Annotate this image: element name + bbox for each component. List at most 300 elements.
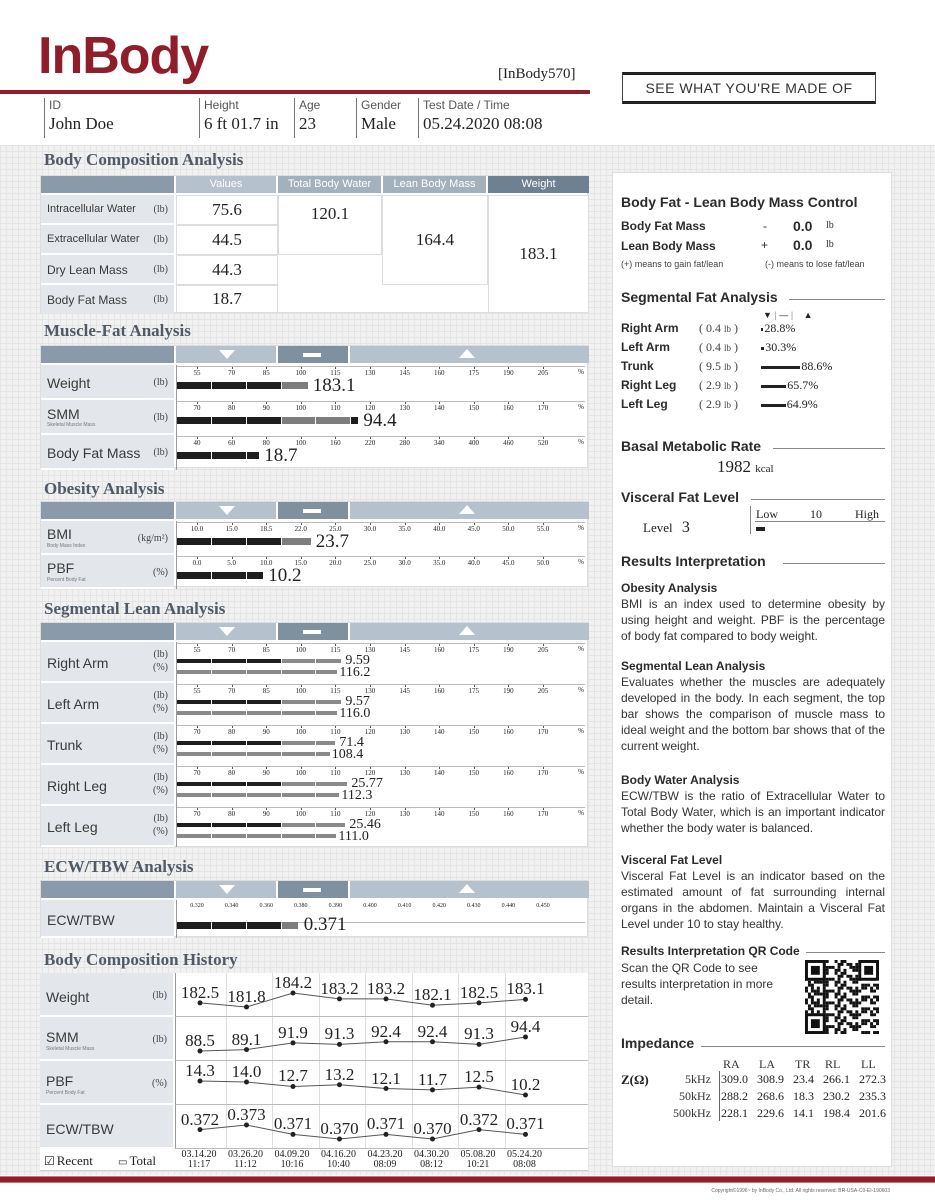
- total-label: Total: [129, 1153, 156, 1168]
- normal-icon: [303, 509, 321, 513]
- qr-module: [861, 998, 864, 1001]
- qr-module: [826, 1004, 829, 1007]
- bar-area: [176, 724, 589, 765]
- bar-segment: [247, 700, 281, 704]
- history-value: 91.9: [278, 1022, 308, 1042]
- impedance-column-header: RA: [723, 1057, 740, 1071]
- tick-label: 80: [228, 769, 236, 777]
- axis-line: [177, 401, 585, 402]
- tick-label: 120: [364, 728, 376, 736]
- qr-module: [852, 978, 855, 981]
- qr-module: [870, 987, 873, 990]
- qr-module: [832, 966, 835, 969]
- percent-sign: %: [578, 727, 584, 735]
- bar-segment: [212, 670, 246, 674]
- qr-module: [808, 993, 811, 996]
- time: 08:08: [513, 1159, 536, 1170]
- qr-module: [814, 1001, 817, 1004]
- tick-label: 15.0: [294, 559, 307, 567]
- axis-line: [177, 766, 585, 767]
- bar-segment: [282, 659, 316, 663]
- row-label-left-leg: [41, 806, 174, 847]
- impedance-value: 198.4: [823, 1106, 850, 1120]
- recent-checkbox[interactable]: [44, 1153, 93, 1169]
- qr-module: [838, 1025, 841, 1028]
- qr-module: [823, 1001, 826, 1004]
- section-title-body-composition: Body Composition Analysis: [44, 150, 244, 169]
- qr-module: [811, 1019, 820, 1028]
- percent-sign: %: [578, 768, 584, 776]
- tick-label: 25.0: [363, 559, 377, 567]
- history-date: [368, 1150, 403, 1170]
- qr-module: [829, 1025, 832, 1028]
- qr-module: [843, 1016, 846, 1019]
- tick-label: 70: [193, 810, 201, 818]
- tick-label: 130: [364, 369, 376, 377]
- qr-module: [823, 998, 826, 1001]
- field-label: Age: [299, 98, 321, 112]
- impedance-value: 272.3: [859, 1072, 886, 1086]
- qr-module: [808, 996, 811, 999]
- qr-module: [826, 1001, 829, 1004]
- percent-value: 116.2: [339, 665, 371, 680]
- tick-row: [177, 903, 590, 913]
- bar-area: [176, 806, 589, 847]
- qr-module: [829, 1001, 832, 1004]
- tick-label: 80: [228, 404, 236, 412]
- divider: |: [774, 310, 777, 320]
- control-note-minus: (-) means to lose fat/lean: [765, 259, 865, 269]
- right-panel: [612, 172, 892, 1167]
- segment-fat-bar: [761, 404, 786, 407]
- range-header: [41, 881, 589, 898]
- tick-label: 205: [537, 369, 549, 377]
- row-name: Body Fat Mass: [47, 293, 128, 307]
- qr-module: [855, 969, 858, 972]
- qr-module: [864, 1010, 867, 1013]
- tick-label: 145: [399, 369, 410, 377]
- row-unit: (lb): [153, 234, 168, 245]
- tick-label: 0.430: [467, 903, 481, 909]
- qr-module: [826, 960, 829, 963]
- tick-label: 110: [330, 769, 341, 777]
- visceral-level-label: Level: [643, 520, 673, 535]
- qr-module: [829, 990, 832, 993]
- percent-sign: %: [578, 686, 584, 694]
- paren-close: ): [731, 378, 739, 392]
- qr-module: [817, 998, 820, 1001]
- qr-module: [849, 1001, 852, 1004]
- row-label-right-leg: [41, 765, 174, 806]
- bar-area: [176, 400, 589, 435]
- bar-segment: [177, 452, 211, 459]
- interp-heading: Body Water Analysis: [621, 773, 740, 787]
- time: 10:40: [327, 1159, 350, 1170]
- segment-mass: [699, 378, 738, 393]
- tick-label: 70: [193, 769, 201, 777]
- visceral-level-bar: [756, 527, 765, 531]
- qr-module: [843, 1004, 846, 1007]
- field-label: ID: [49, 98, 61, 112]
- tick-label: 170: [537, 404, 549, 412]
- tick-label: 35.0: [398, 525, 411, 533]
- lb-value: 25.46: [349, 817, 381, 832]
- qr-module: [876, 998, 879, 1001]
- visceral-low-label: Low: [756, 507, 778, 521]
- normal-icon: [303, 353, 321, 357]
- qr-module: [805, 1001, 808, 1004]
- bar-segment: [282, 752, 316, 756]
- qr-module: [846, 1022, 849, 1025]
- bar-segment: [282, 793, 316, 797]
- tick-label: 130: [399, 810, 410, 818]
- tick-label: 130: [364, 646, 376, 654]
- qr-module: [808, 1004, 811, 1007]
- qr-module: [867, 1031, 870, 1034]
- qr-module: [864, 998, 867, 1001]
- tick-label: 70: [193, 404, 201, 412]
- qr-module: [843, 996, 846, 999]
- bar-segment: [247, 922, 281, 929]
- segment-name: Left Arm: [621, 340, 670, 354]
- tick-label: 85: [262, 687, 270, 695]
- tick-label: 100: [295, 369, 307, 377]
- section-title-muscle-fat: Muscle-Fat Analysis: [44, 321, 191, 340]
- history-value: 91.3: [464, 1024, 494, 1044]
- qr-module: [861, 987, 864, 990]
- qr-module: [817, 990, 820, 993]
- qr-module: [852, 1004, 855, 1007]
- under-icon: [219, 506, 235, 515]
- value-dry-lean: 44.3: [176, 255, 278, 285]
- qr-module: [876, 1019, 879, 1022]
- lb-bar: [177, 823, 346, 827]
- impedance-z-label: Z(Ω): [621, 1072, 649, 1087]
- lb-value: 25.77: [351, 776, 383, 791]
- row-name: PBF: [47, 560, 75, 576]
- qr-module: [826, 981, 829, 984]
- bar-segment: [177, 793, 211, 797]
- bar-segment: [247, 382, 281, 389]
- qr-module: [843, 993, 846, 996]
- row-sub: Percent Body Fat: [46, 1090, 85, 1096]
- row-unit-lb: (lb): [153, 690, 168, 701]
- total-checkbox[interactable]: [118, 1153, 156, 1169]
- axis-line: [177, 556, 585, 557]
- row-sub: Percent Body Fat: [47, 577, 86, 583]
- bar-segment: [212, 538, 246, 545]
- segment-fat-bar: [761, 328, 763, 331]
- impedance-frequency: 50kHz: [679, 1089, 711, 1103]
- qr-module: [864, 1007, 867, 1010]
- inbody-logo: InBody: [38, 27, 209, 85]
- history-row: [175, 973, 588, 1017]
- bmr-value-group: [717, 457, 774, 477]
- tick-label: 175: [468, 646, 480, 654]
- row-name: Weight: [46, 989, 90, 1005]
- tick-label: 205: [537, 687, 549, 695]
- qr-module: [843, 969, 846, 972]
- row-label-ecw-tbw: [41, 900, 174, 938]
- tick-label: 205: [537, 646, 549, 654]
- qr-module: [843, 1031, 846, 1034]
- tick-label: 55.0: [536, 525, 550, 533]
- percent-value: 116.0: [339, 706, 371, 721]
- muscle-fat-panel: [40, 345, 588, 468]
- range-header: [41, 346, 589, 363]
- qr-module: [855, 1028, 858, 1031]
- bar-segment: [177, 659, 211, 663]
- bar-value: 0.371: [303, 914, 347, 935]
- bmr-value: 1982: [717, 457, 751, 476]
- history-row-label: [40, 973, 173, 1017]
- qr-module: [823, 1007, 826, 1010]
- qr-module: [849, 966, 852, 969]
- bar-area: [176, 900, 589, 938]
- qr-module: [826, 1031, 829, 1034]
- qr-module: [849, 987, 852, 990]
- qr-module: [841, 1019, 844, 1022]
- row-unit: (lb): [153, 412, 168, 423]
- under-icon: [219, 885, 235, 894]
- bar-segment: [316, 823, 345, 827]
- row-unit: (%): [152, 1078, 167, 1089]
- qr-module: [808, 981, 811, 984]
- qr-module: [867, 984, 870, 987]
- tick-label: 100: [295, 728, 307, 736]
- bar-segment: [212, 572, 246, 579]
- tick-label: 110: [330, 810, 341, 818]
- row-name: Right Arm: [47, 655, 109, 671]
- tick-label: 80: [228, 728, 236, 736]
- over-icon: [459, 349, 475, 358]
- qr-module: [805, 998, 808, 1001]
- qr-module: [820, 993, 823, 996]
- tick-row: [177, 525, 590, 535]
- bar-segment: [212, 834, 246, 838]
- qr-code[interactable]: [805, 960, 879, 1034]
- tick-label: 190: [503, 369, 514, 377]
- paren-close: ): [731, 321, 739, 335]
- tick-row: [177, 369, 590, 379]
- qr-module: [838, 963, 841, 966]
- qr-module: [823, 981, 826, 984]
- range-header-blank: [41, 881, 174, 898]
- history-value: 0.370: [320, 1119, 359, 1138]
- row-name: SMM: [47, 406, 80, 422]
- segment-mass: [699, 359, 738, 374]
- segment-percent: 64.9%: [786, 397, 818, 411]
- qr-module: [826, 978, 829, 981]
- lb-value: 9.57: [345, 694, 370, 709]
- date: 04.30.20: [414, 1149, 449, 1160]
- tick-label: 55: [193, 646, 201, 654]
- tick-label: 140: [433, 728, 445, 736]
- range-header: [41, 623, 589, 640]
- control-lean-label: Lean Body Mass: [621, 239, 716, 253]
- qr-module: [870, 1001, 873, 1004]
- row-label-dry-lean: [41, 255, 174, 285]
- bar-area: [176, 555, 589, 589]
- bar-segment: [316, 711, 337, 715]
- normal-icon: —: [779, 310, 789, 320]
- qr-module: [841, 963, 844, 966]
- bar-segment: [212, 382, 246, 389]
- tick-label: 160: [433, 646, 445, 654]
- tick-label: 170: [537, 728, 549, 736]
- history-value: 183.2: [320, 978, 359, 998]
- tick-label: 160: [503, 404, 514, 412]
- segmental-fat-title: Segmental Fat Analysis: [621, 289, 778, 305]
- bar-segment: [247, 823, 281, 827]
- value-bar: [177, 922, 299, 929]
- qr-module: [849, 1022, 852, 1025]
- divider: [750, 506, 751, 534]
- qr-module: [867, 1007, 870, 1010]
- tick-row: [177, 728, 590, 738]
- bar-area: [176, 642, 589, 683]
- row-name: Body Fat Mass: [47, 445, 141, 461]
- tick-label: 460: [503, 439, 514, 447]
- bar-area: [176, 683, 589, 724]
- qr-module: [849, 963, 852, 966]
- row-unit: (lb): [153, 377, 168, 388]
- segment-name: Right Leg: [621, 378, 677, 392]
- bar-segment: [316, 659, 341, 663]
- tick-label: 160: [503, 769, 514, 777]
- tick-label: 40.0: [433, 525, 446, 533]
- date: 04.16.20: [321, 1149, 356, 1160]
- value-bar: [177, 538, 312, 545]
- bar-segment: [177, 382, 211, 389]
- date: 05.24.20: [507, 1149, 542, 1160]
- qr-module: [826, 969, 829, 972]
- row-sub: Skeletal Muscle Mass: [46, 1046, 95, 1052]
- tick-label: 145: [399, 687, 410, 695]
- tick-label: 0.410: [397, 903, 412, 909]
- qr-module: [823, 1004, 826, 1007]
- bar-segment: [212, 417, 246, 424]
- bar-segment: [316, 782, 347, 786]
- tick-label: 80: [228, 810, 236, 818]
- visceral-scale-line: [755, 521, 885, 522]
- qr-module: [873, 1001, 876, 1004]
- field-label: Test Date / Time: [423, 98, 510, 112]
- impedance-frequency: 500kHz: [673, 1106, 711, 1120]
- segment-mass: [699, 321, 738, 336]
- lb-bar: [177, 700, 342, 704]
- impedance-value: 266.1: [823, 1072, 850, 1086]
- impedance-column-header: LA: [759, 1057, 775, 1071]
- percent-bar: [177, 711, 338, 715]
- qr-module: [808, 1007, 811, 1010]
- qr-module: [846, 963, 849, 966]
- qr-module: [823, 990, 826, 993]
- history-date: [182, 1150, 217, 1170]
- segment-unit: lb: [724, 324, 732, 334]
- qr-module: [864, 1031, 867, 1034]
- qr-module: [849, 1013, 852, 1016]
- qr-module: [832, 1013, 835, 1016]
- segment-fat-bar: [761, 366, 800, 369]
- segmental-lean-panel: [40, 622, 588, 847]
- qr-module: [852, 981, 855, 984]
- normal-icon: [303, 888, 321, 892]
- tick-label: 110: [330, 404, 341, 412]
- qr-module: [835, 984, 838, 987]
- qr-module: [826, 1016, 829, 1019]
- qr-module: [826, 993, 829, 996]
- segment-lb: 0.4: [706, 340, 721, 354]
- ecw-tbw-panel: [40, 880, 588, 937]
- row-label-weight: [41, 365, 174, 400]
- value-bar: [177, 382, 309, 389]
- tick-label: 160: [433, 687, 445, 695]
- qr-module: [838, 990, 841, 993]
- section-title-ecw-tbw: ECW/TBW Analysis: [44, 857, 194, 876]
- tick-label: 150: [468, 728, 480, 736]
- history-value: 181.8: [227, 987, 266, 1006]
- tick-label: 5.0: [227, 559, 236, 567]
- qr-title: Results Interpretation QR Code: [621, 944, 800, 958]
- axis-line: [177, 522, 585, 523]
- field-value: 05.24.2020 08:08: [423, 114, 543, 133]
- tick-label: 90: [262, 404, 270, 412]
- qr-module: [811, 1010, 814, 1013]
- qr-module: [852, 1016, 855, 1019]
- history-value: 92.4: [371, 1021, 401, 1041]
- qr-module: [838, 969, 841, 972]
- row-label-ecw: [41, 225, 174, 255]
- tick-label: 160: [330, 439, 341, 447]
- qr-module: [823, 993, 826, 996]
- time: 10:16: [280, 1159, 304, 1170]
- tick-label: 100: [295, 769, 307, 777]
- table-header-lbm: Lean Body Mass: [383, 176, 486, 193]
- percent-sign: %: [578, 558, 584, 566]
- tick-label: 0.380: [294, 903, 308, 909]
- impedance-value: 228.1: [721, 1106, 748, 1120]
- qr-module: [838, 966, 841, 969]
- qr-module: [870, 990, 873, 993]
- tick-label: 160: [433, 369, 445, 377]
- bar-segment: [282, 782, 316, 786]
- tick-label: 120: [364, 769, 376, 777]
- control-fat-value: 0.0: [793, 218, 813, 234]
- bar-segment: [247, 834, 281, 838]
- divider: |: [790, 310, 794, 320]
- qr-module: [864, 1022, 867, 1025]
- tick-label: 280: [399, 439, 410, 447]
- bar-segment: [177, 417, 211, 424]
- tick-label: 0.440: [501, 903, 516, 909]
- qr-module: [852, 993, 855, 996]
- qr-module: [855, 975, 858, 978]
- field-id: [44, 98, 199, 138]
- qr-module: [832, 1001, 835, 1004]
- row-name: ECW/TBW: [47, 912, 115, 928]
- qr-module: [823, 1010, 826, 1013]
- tick-label: 150: [468, 404, 480, 412]
- row-name: Extracellular Water: [47, 233, 140, 245]
- percent-sign: %: [578, 438, 584, 446]
- qr-module: [817, 981, 820, 984]
- qr-module: [861, 1022, 864, 1025]
- qr-module: [861, 984, 864, 987]
- tick-label: 100: [295, 687, 307, 695]
- qr-module: [858, 1001, 861, 1004]
- history-value: 0.372: [180, 1109, 220, 1129]
